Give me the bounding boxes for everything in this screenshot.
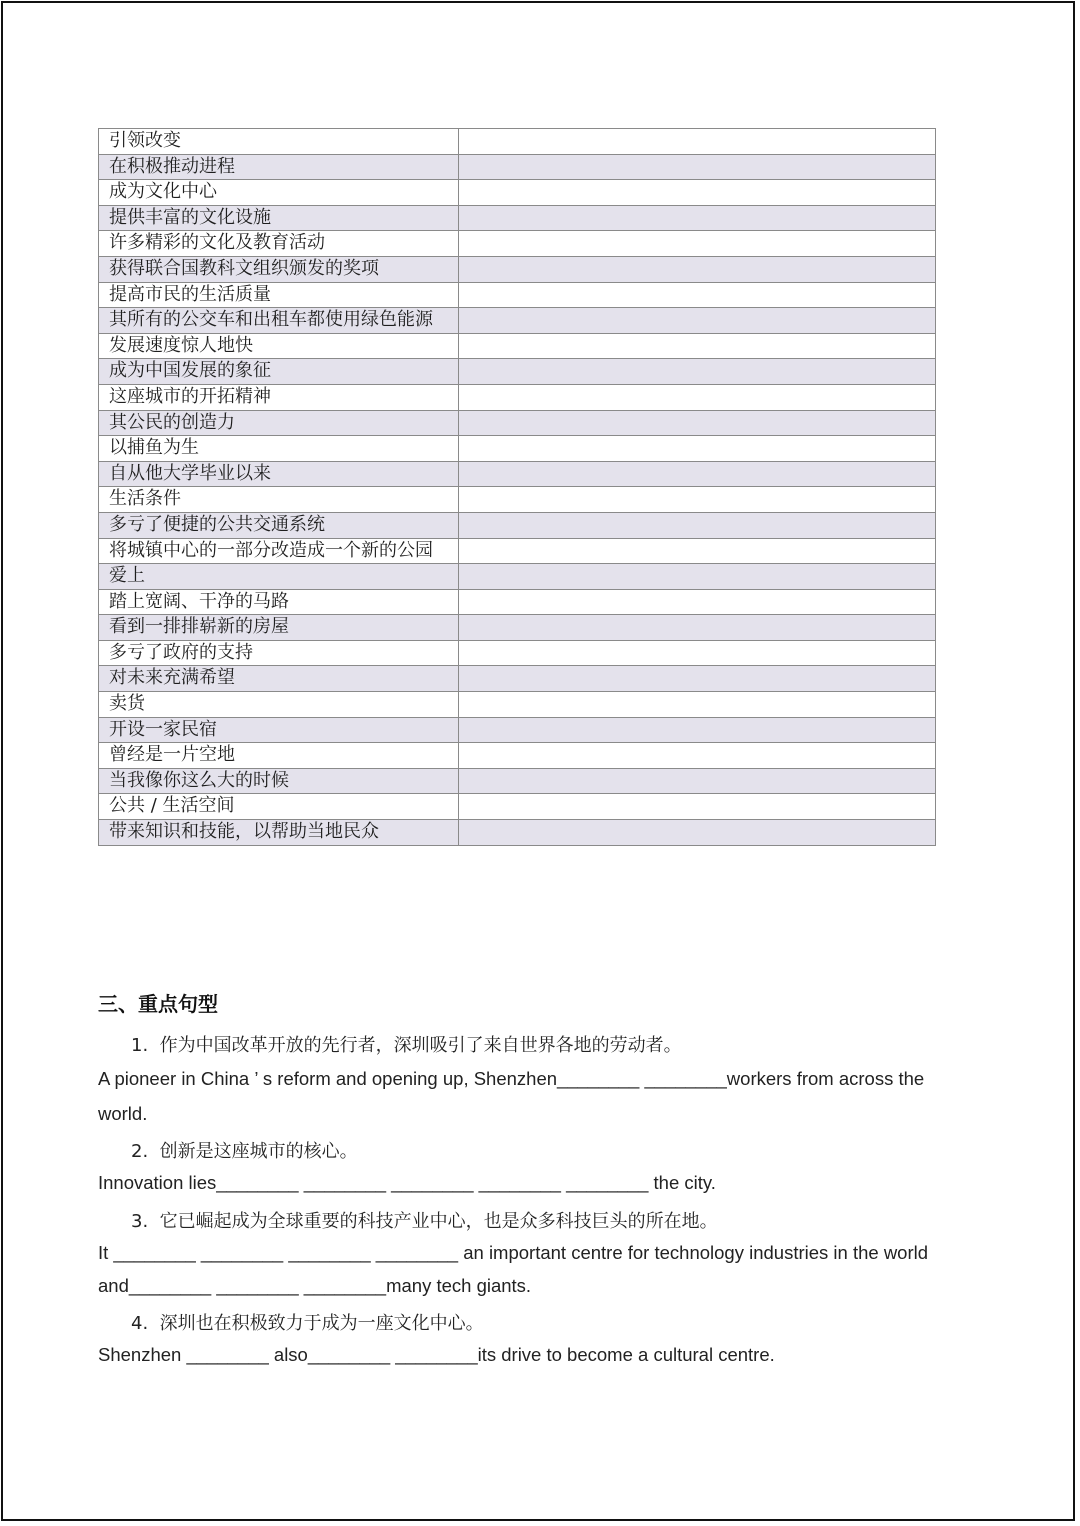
english-answer-cell[interactable] — [459, 794, 936, 820]
english-answer-cell[interactable] — [459, 333, 936, 359]
english-answer-cell[interactable] — [459, 154, 936, 180]
english-answer-cell[interactable] — [459, 589, 936, 615]
english-answer-cell[interactable] — [459, 308, 936, 334]
english-answer-cell[interactable] — [459, 282, 936, 308]
table-row — [99, 384, 936, 410]
chinese-phrase-cell: 成为文化中心 — [99, 180, 459, 206]
chinese-phrase-cell: 引领改变 — [99, 129, 459, 155]
chinese-phrase-cell: 踏上宽阔、干净的马路 — [99, 589, 459, 615]
chinese-phrase-cell: 许多精彩的文化及教育活动 — [99, 231, 459, 257]
table-row — [99, 794, 936, 820]
sentence-2-cn — [131, 1137, 358, 1163]
english-answer-cell[interactable] — [459, 129, 936, 155]
sentence-3-en-line-1: It ________ ________ ________ ________ an important centre for technology industries in the world — [98, 1242, 929, 1263]
english-answer-cell[interactable] — [459, 256, 936, 282]
english-answer-cell[interactable] — [459, 231, 936, 257]
table-row — [99, 666, 936, 692]
english-answer-cell[interactable] — [459, 717, 936, 743]
chinese-phrase-cell: 看到一排排崭新的房屋 — [99, 615, 459, 641]
chinese-phrase-cell: 带来知识和技能，以帮助当地民众 — [99, 820, 459, 846]
chinese-phrase-cell: 自从他大学毕业以来 — [99, 461, 459, 487]
table-row — [99, 436, 936, 462]
table-row — [99, 333, 936, 359]
english-answer-cell[interactable] — [459, 666, 936, 692]
english-answer-cell[interactable] — [459, 436, 936, 462]
sentence-2-chinese: 创新是这座城市的核心。 — [159, 1141, 358, 1162]
chinese-phrase-cell: 发展速度惊人地快 — [99, 333, 459, 359]
chinese-phrase-cell: 这座城市的开拓精神 — [99, 384, 459, 410]
chinese-phrase-cell: 卖货 — [99, 692, 459, 718]
table-row — [99, 512, 936, 538]
sentence-3-cn — [131, 1207, 718, 1233]
english-answer-cell[interactable] — [459, 820, 936, 846]
chinese-phrase-cell: 以捕鱼为生 — [99, 436, 459, 462]
sentence-2-en-line-1: Innovation lies________ ________ ________ ________ ________ the city. — [98, 1172, 716, 1193]
chinese-phrase-cell: 开设一家民宿 — [99, 717, 459, 743]
chinese-phrase-cell: 提供丰富的文化设施 — [99, 205, 459, 231]
english-answer-cell[interactable] — [459, 512, 936, 538]
english-answer-cell[interactable] — [459, 692, 936, 718]
chinese-phrase-cell: 将城镇中心的一部分改造成一个新的公园 — [99, 538, 459, 564]
english-answer-cell[interactable] — [459, 359, 936, 385]
table-row — [99, 717, 936, 743]
english-answer-cell[interactable] — [459, 743, 936, 769]
chinese-phrase-cell: 爱上 — [99, 564, 459, 590]
chinese-phrase-cell: 生活条件 — [99, 487, 459, 513]
sentence-4-number: 4. — [131, 1313, 149, 1334]
chinese-phrase-cell: 当我像你这么大的时候 — [99, 768, 459, 794]
phrase-table-body — [99, 129, 936, 846]
sentence-4-cn — [131, 1309, 484, 1335]
table-row — [99, 743, 936, 769]
chinese-phrase-cell: 曾经是一片空地 — [99, 743, 459, 769]
table-row — [99, 640, 936, 666]
table-row — [99, 180, 936, 206]
english-answer-cell[interactable] — [459, 461, 936, 487]
sentence-1-en-line-1: A pioneer in China ’ s reform and opening up, Shenzhen________ ________workers from across the — [98, 1068, 925, 1089]
table-row — [99, 129, 936, 155]
sentence-1-en-line-2: world. — [98, 1103, 148, 1124]
sentence-4-en-line-1: Shenzhen ________ also________ ________its drive to become a cultural centre. — [98, 1344, 775, 1365]
table-row — [99, 154, 936, 180]
chinese-phrase-cell: 成为中国发展的象征 — [99, 359, 459, 385]
sentence-3-number: 3. — [131, 1211, 149, 1232]
chinese-phrase-cell: 多亏了便捷的公共交通系统 — [99, 512, 459, 538]
table-row — [99, 538, 936, 564]
section-title: 三、重点句型 — [98, 992, 218, 1016]
chinese-phrase-cell: 提高市民的生活质量 — [99, 282, 459, 308]
table-row — [99, 461, 936, 487]
chinese-phrase-cell: 在积极推动进程 — [99, 154, 459, 180]
english-answer-cell[interactable] — [459, 538, 936, 564]
english-answer-cell[interactable] — [459, 205, 936, 231]
sentence-3-chinese: 它已崛起成为全球重要的科技产业中心，也是众多科技巨头的所在地。 — [159, 1211, 718, 1232]
table-row — [99, 308, 936, 334]
sentence-1-number: 1. — [131, 1035, 149, 1056]
chinese-phrase-cell: 公共 / 生活空间 — [99, 794, 459, 820]
table-row — [99, 564, 936, 590]
sentence-1-cn — [131, 1031, 682, 1057]
table-row — [99, 256, 936, 282]
chinese-phrase-cell: 其所有的公交车和出租车都使用绿色能源 — [99, 308, 459, 334]
table-row — [99, 205, 936, 231]
table-row — [99, 768, 936, 794]
english-answer-cell[interactable] — [459, 384, 936, 410]
table-row — [99, 359, 936, 385]
sentence-2-number: 2. — [131, 1141, 149, 1162]
english-answer-cell[interactable] — [459, 768, 936, 794]
table-row — [99, 410, 936, 436]
english-answer-cell[interactable] — [459, 564, 936, 590]
english-answer-cell[interactable] — [459, 180, 936, 206]
english-answer-cell[interactable] — [459, 615, 936, 641]
table-row — [99, 692, 936, 718]
chinese-phrase-cell: 其公民的创造力 — [99, 410, 459, 436]
table-row — [99, 487, 936, 513]
chinese-phrase-cell: 多亏了政府的支持 — [99, 640, 459, 666]
english-answer-cell[interactable] — [459, 487, 936, 513]
table-row — [99, 820, 936, 846]
table-row — [99, 282, 936, 308]
phrase-table — [98, 128, 936, 846]
chinese-phrase-cell: 获得联合国教科文组织颁发的奖项 — [99, 256, 459, 282]
chinese-phrase-cell: 对未来充满希望 — [99, 666, 459, 692]
table-row — [99, 615, 936, 641]
table-row — [99, 589, 936, 615]
sentence-3-en-line-2: and________ ________ ________many tech giants. — [98, 1275, 532, 1296]
sentence-1-chinese: 作为中国改革开放的先行者，深圳吸引了来自世界各地的劳动者。 — [159, 1035, 682, 1056]
english-answer-cell[interactable] — [459, 410, 936, 436]
english-answer-cell[interactable] — [459, 640, 936, 666]
sentence-4-chinese: 深圳也在积极致力于成为一座文化中心。 — [159, 1313, 484, 1334]
table-row — [99, 231, 936, 257]
